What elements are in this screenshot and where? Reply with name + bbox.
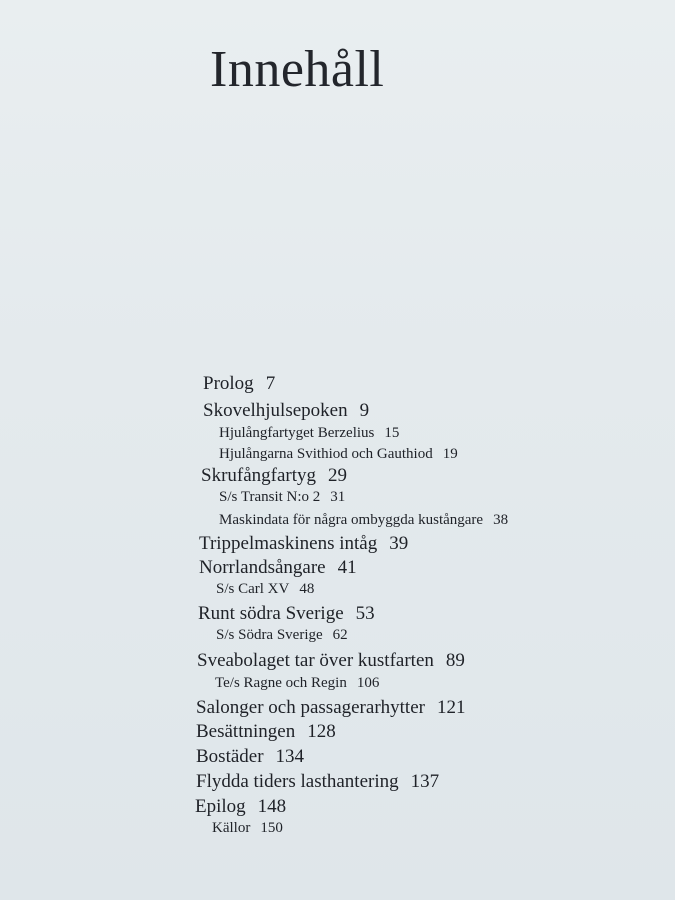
toc-entry-label: Te/s Ragne och Regin — [215, 675, 347, 691]
toc-entry-page: 106 — [356, 675, 380, 691]
toc-entry-page: 134 — [275, 746, 305, 767]
toc-entry-label: Prolog — [203, 373, 254, 394]
toc-entry-label: S/s Transit N:o 2 — [219, 489, 321, 505]
toc-entry-label: Hjulångfartyget Berzelius — [219, 425, 375, 441]
toc-entry — [203, 401, 369, 420]
toc-entry-label: Skovelhjulsepoken — [203, 400, 348, 421]
toc-entry — [196, 722, 336, 741]
toc-entry-label: Hjulångarna Svithiod och Gauthiod — [219, 446, 433, 462]
toc-entry-label: Källor — [212, 820, 251, 836]
toc-entry-page: 48 — [299, 581, 315, 597]
toc-entry-page: 39 — [389, 533, 409, 554]
toc-entry — [196, 698, 465, 717]
toc-entry-page: 53 — [355, 603, 375, 624]
page-title: Innehåll — [210, 41, 385, 98]
toc-entry-label: S/s Carl XV — [216, 581, 290, 597]
toc-entry-label: Flydda tiders lasthantering — [196, 771, 399, 792]
toc-entry-label: Bostäder — [196, 746, 264, 767]
toc-entry — [199, 558, 357, 577]
toc-entry-page: 150 — [260, 820, 283, 836]
toc-subentry — [219, 447, 458, 462]
toc-entry-page: 38 — [493, 512, 509, 528]
toc-entry — [196, 772, 439, 791]
toc-entry-label: Maskindata för några ombyggda kustångare — [219, 512, 484, 528]
toc-entry-label: Salonger och passagerarhytter — [196, 697, 425, 718]
toc-entry-page: 31 — [330, 489, 346, 505]
toc-entry-label: Epilog — [195, 796, 246, 817]
toc-entry-label: Skrufångfartyg — [201, 465, 317, 486]
toc-subentry — [219, 426, 399, 441]
toc-entry — [201, 466, 347, 485]
toc-subentry — [215, 676, 379, 691]
toc-entry-page: 148 — [257, 796, 287, 817]
toc-entry-label: S/s Södra Sverige — [216, 627, 323, 643]
toc-entry — [196, 747, 304, 766]
toc-entry-page: 9 — [359, 400, 370, 421]
toc-entry — [195, 797, 286, 816]
toc-subentry — [216, 628, 348, 643]
toc-entry-page: 19 — [442, 446, 458, 462]
toc-entry-label: Sveabolaget tar över kustfarten — [197, 650, 434, 671]
toc-entry-label: Norrlandsångare — [199, 557, 326, 578]
toc-entry-page: 62 — [332, 627, 348, 643]
toc-entry-page: 121 — [436, 697, 466, 718]
toc-entry — [199, 534, 408, 553]
toc-entry-page: 7 — [265, 373, 276, 394]
toc-entry-page: 29 — [328, 465, 348, 486]
toc-entry-page: 137 — [410, 771, 440, 792]
toc-entry-page: 15 — [384, 425, 400, 441]
toc-entry-label: Besättningen — [196, 721, 296, 742]
toc-entry-page: 89 — [445, 650, 465, 671]
toc-entry — [197, 651, 465, 670]
toc-entry-page: 41 — [337, 557, 357, 578]
toc-subentry — [216, 582, 314, 597]
toc-subentry — [219, 513, 508, 528]
toc-entry — [198, 604, 375, 623]
toc-entry-label: Runt södra Sverige — [198, 603, 344, 624]
toc-entry-page: 128 — [307, 721, 336, 742]
toc-subentry — [219, 490, 345, 505]
toc-entry — [203, 374, 275, 393]
toc-subentry — [212, 821, 283, 836]
toc-entry-label: Trippelmaskinens intåg — [199, 533, 378, 554]
